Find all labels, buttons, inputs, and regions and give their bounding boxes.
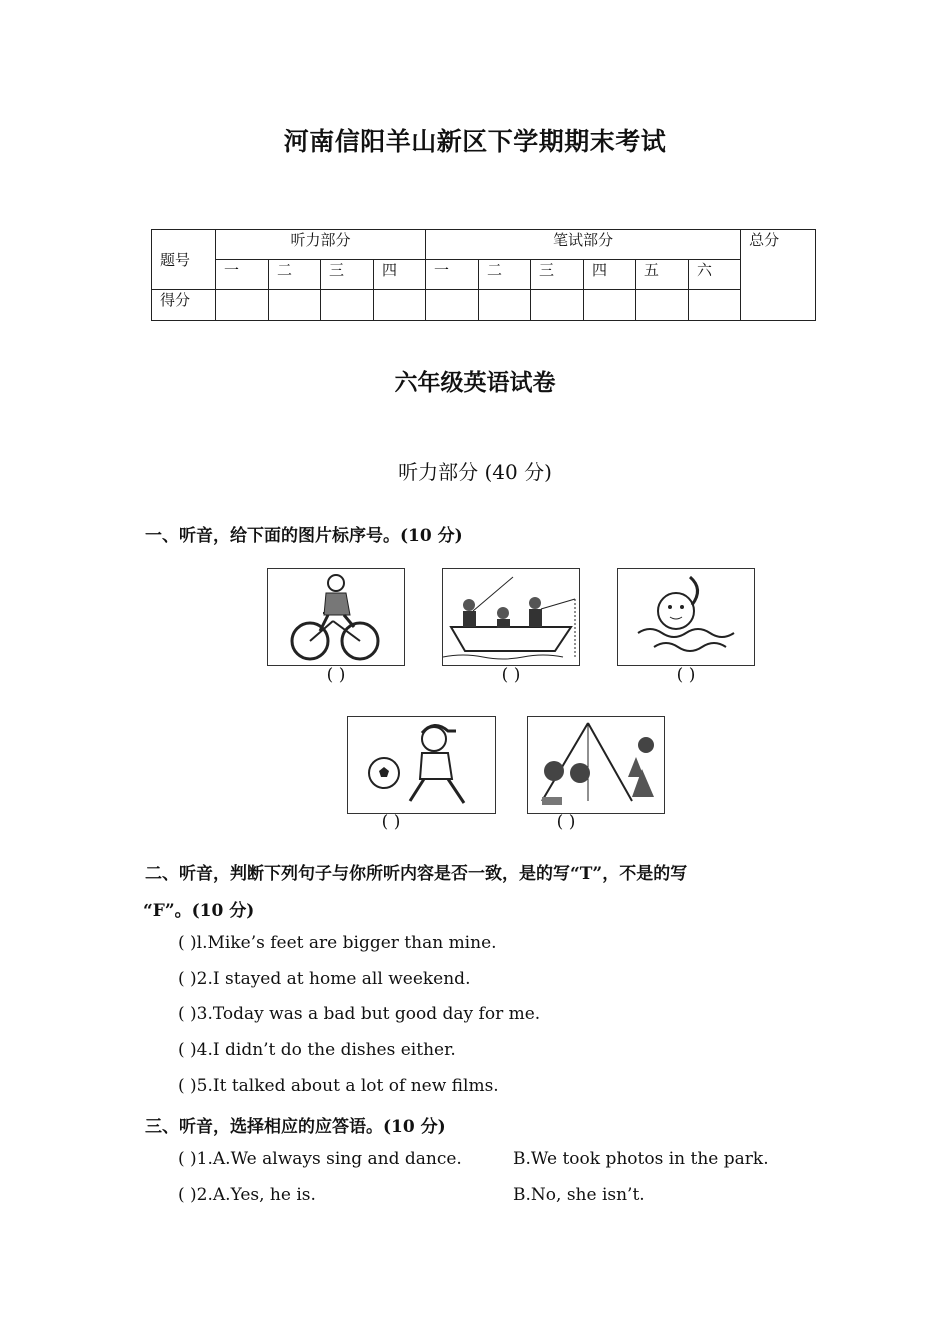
exam-title: 河南信阳羊山新区下学期期末考试 bbox=[283, 127, 667, 156]
people-fishing-in-boat-icon bbox=[442, 568, 580, 666]
writing-col: 五 bbox=[636, 260, 689, 290]
writing-header: 笔试部分 bbox=[426, 230, 741, 260]
q3-item-option-a[interactable]: ( )2.A.Yes, he is. bbox=[178, 1185, 316, 1205]
boy-swimming-icon bbox=[617, 568, 755, 666]
q2-item[interactable]: ( )2.I stayed at home all weekend. bbox=[178, 969, 471, 989]
paper-subtitle: 六年级英语试卷 bbox=[394, 370, 556, 396]
q3-item-option-a[interactable]: ( )1.A.We always sing and dance. bbox=[178, 1149, 462, 1169]
listening-col: 二 bbox=[269, 260, 321, 290]
writing-col: 一 bbox=[426, 260, 479, 290]
picture-answer-blank[interactable]: ( ) bbox=[381, 812, 401, 832]
score-cell[interactable] bbox=[374, 290, 426, 321]
score-cell[interactable] bbox=[216, 290, 269, 321]
score-cell[interactable] bbox=[531, 290, 584, 321]
q1-heading: 一、听音，给下面的图片标序号。(10 分) bbox=[145, 526, 463, 546]
score-table bbox=[151, 229, 816, 321]
girl-riding-bike-icon bbox=[267, 568, 405, 666]
writing-col: 四 bbox=[584, 260, 636, 290]
picture-answer-blank[interactable]: ( ) bbox=[556, 812, 576, 832]
score-cell[interactable] bbox=[479, 290, 531, 321]
picture-answer-blank[interactable]: ( ) bbox=[326, 665, 346, 685]
score-cell[interactable] bbox=[269, 290, 321, 321]
listening-col: 三 bbox=[321, 260, 374, 290]
writing-col: 三 bbox=[531, 260, 584, 290]
total-header: 总分 bbox=[741, 230, 816, 321]
q2-item[interactable]: ( )4.I didn’t do the dishes either. bbox=[178, 1040, 456, 1060]
listening-header: 听力部分 bbox=[216, 230, 426, 260]
score-cell[interactable] bbox=[584, 290, 636, 321]
q2-item[interactable]: ( )3.Today was a bad but good day for me. bbox=[178, 1004, 541, 1024]
q2-heading: 二、听音，判断下列句子与你所听内容是否一致，是的写“T”，不是的写 bbox=[145, 864, 688, 884]
q2-item[interactable]: ( )l.Mike’s feet are bigger than mine. bbox=[178, 933, 497, 953]
score-cell[interactable] bbox=[426, 290, 479, 321]
q2-item[interactable]: ( )5.It talked about a lot of new films. bbox=[178, 1076, 499, 1096]
listening-col: 一 bbox=[216, 260, 269, 290]
picture-answer-blank[interactable]: ( ) bbox=[676, 665, 696, 685]
picture-answer-blank[interactable]: ( ) bbox=[501, 665, 521, 685]
boy-playing-football-icon bbox=[347, 716, 496, 814]
children-camping-tent-icon bbox=[527, 716, 665, 814]
listening-section-heading: 听力部分 (40 分) bbox=[398, 460, 552, 484]
q3-item-option-b[interactable]: B.No, she isn’t. bbox=[513, 1185, 645, 1205]
score-cell[interactable] bbox=[321, 290, 374, 321]
writing-col: 六 bbox=[689, 260, 741, 290]
listening-col: 四 bbox=[374, 260, 426, 290]
writing-col: 二 bbox=[479, 260, 531, 290]
row-label-item: 题号 bbox=[152, 230, 216, 290]
q2-heading-cont: “F”。(10 分) bbox=[143, 901, 255, 921]
score-cell[interactable] bbox=[636, 290, 689, 321]
q3-item-option-b[interactable]: B.We took photos in the park. bbox=[513, 1149, 769, 1169]
row-label-score: 得分 bbox=[152, 290, 216, 321]
score-cell[interactable] bbox=[689, 290, 741, 321]
q3-heading: 三、听音，选择相应的应答语。(10 分) bbox=[145, 1117, 446, 1137]
